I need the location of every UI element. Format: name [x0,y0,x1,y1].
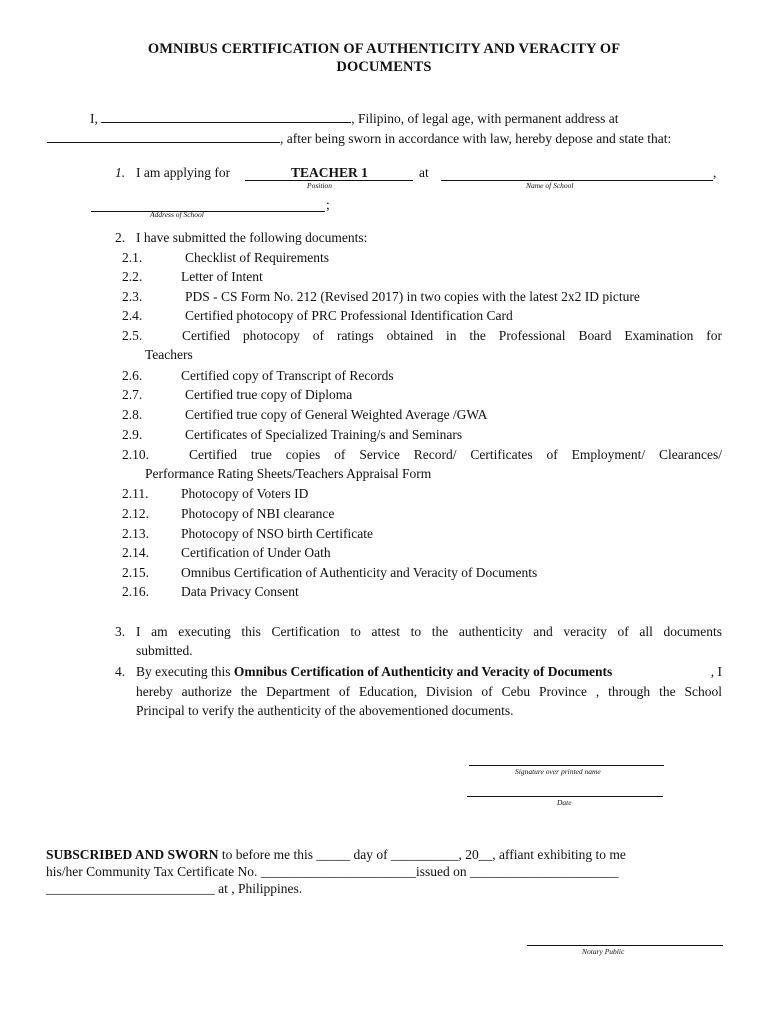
item1-comma: , [713,165,717,180]
doc-num: 2.6. [122,368,143,383]
doc-text: Certified true copies of Service Record/ Certificates of Employment/ Clearances/ [189,447,722,462]
notary-signature-line[interactable] [527,945,723,946]
position-field[interactable] [245,164,413,181]
date-line[interactable] [467,796,663,797]
intro-after-address: , after being sworn in accordance with law, hereby depose and state that: [280,131,672,146]
doc-text: Photocopy of Voters ID [181,486,309,501]
doc-num: 2.16. [122,584,149,599]
doc-num: 2.8. [122,407,143,422]
item3-line1: I am executing this Certification to attest to the authenticity and veracity of all documents [136,624,722,639]
address-caption: Address of School [150,210,204,219]
doc-num: 2.1. [122,250,143,265]
position-value: TEACHER 1 [291,165,368,180]
jurat-line1-rest: to before me this _____ day of __________, 20__, affiant exhibiting to me [218,847,626,862]
doc-num: 2.13. [122,526,149,541]
doc-text: Certification of Under Oath [181,545,331,560]
document-title-line2: DOCUMENTS [336,59,432,75]
intro-line1 [90,110,619,128]
address-blank[interactable] [47,130,280,143]
doc-text: Letter of Intent [181,269,263,284]
intro-prefix: I, [90,111,98,126]
name-blank[interactable] [101,110,351,123]
doc-text: Data Privacy Consent [181,584,299,599]
notary-caption: Notary Public [582,947,625,956]
date-caption: Date [557,798,572,807]
doc-text-continued: Performance Rating Sheets/Teachers Appraisal Form [145,466,432,481]
doc-text: Photocopy of NBI clearance [181,506,335,521]
jurat-bold: SUBSCRIBED AND SWORN [46,847,219,862]
school-address-field[interactable] [91,196,325,212]
item4-line2: hereby authorize the Department of Education, Division of Cebu Province , through the School [136,684,722,699]
doc-text: Omnibus Certification of Authenticity and Veracity of Documents [181,565,538,580]
item1-at: at [419,165,429,180]
doc-text: Certified photocopy of PRC Professional Identification Card [185,308,513,323]
item4-pre: By executing this [136,664,234,679]
doc-num: 2.4. [122,308,143,323]
signature-line[interactable] [469,765,664,766]
item4-bold: Omnibus Certification of Authenticity and Veracity of Documents [233,664,613,679]
doc-text: Certified true copy of Diploma [185,387,353,402]
doc-text: Certified true copy of General Weighted Average /GWA [185,407,488,422]
item4-line3: Principal to verify the authenticity of the abovementioned documents. [136,703,514,718]
doc-num: 2.12. [122,506,149,521]
doc-num: 2.11. [122,486,149,501]
doc-text: Certified photocopy of ratings obtained in the Professional Board Examination for [182,328,722,343]
doc-text: Checklist of Requirements [185,250,329,265]
doc-text: Certified copy of Transcript of Records [181,368,394,383]
doc-text: Certificates of Specialized Training/s and Seminars [185,427,463,442]
doc-text: Photocopy of NSO birth Certificate [181,526,373,541]
document-title-line1: OMNIBUS CERTIFICATION OF AUTHENTICITY AND VERACITY OF [147,41,621,57]
doc-num: 2.7. [122,387,143,402]
item4-post: , I [710,664,722,679]
jurat-line3: _________________________ at , Philippines. [46,881,303,896]
doc-num: 2.2. [122,269,143,284]
school-name-field[interactable] [441,164,713,181]
doc-num: 2.10. [122,447,149,462]
item3-line2: submitted. [136,643,193,658]
school-caption: Name of School [526,181,574,190]
item1-label: I am applying for [136,165,231,180]
intro-after-name: , Filipino, of legal age, with permanent address at [351,111,619,126]
signature-caption: Signature over printed name [515,767,601,776]
doc-num: 2.9. [122,427,143,442]
intro-line2 [47,130,671,148]
doc-num: 2.15. [122,565,149,580]
jurat-line2: his/her Community Tax Certificate No. _______________________issued on ______________________ [46,864,619,879]
item1-number: 1. [115,165,126,180]
doc-text-continued: Teachers [145,347,193,362]
doc-num: 2.5. [122,328,143,343]
item1-semicolon: ; [326,197,330,212]
doc-num: 2.14. [122,545,149,560]
item4-line1 [136,663,722,681]
item2-number: 2. [115,230,126,245]
doc-text: PDS - CS Form No. 212 (Revised 2017) in two copies with the latest 2x2 ID picture [185,289,640,304]
item3-number: 3. [115,624,126,639]
doc-num: 2.3. [122,289,143,304]
item2-label: I have submitted the following documents: [136,230,368,245]
position-caption: Position [307,181,333,190]
jurat-line1 [46,846,626,864]
item4-number: 4. [115,664,126,679]
